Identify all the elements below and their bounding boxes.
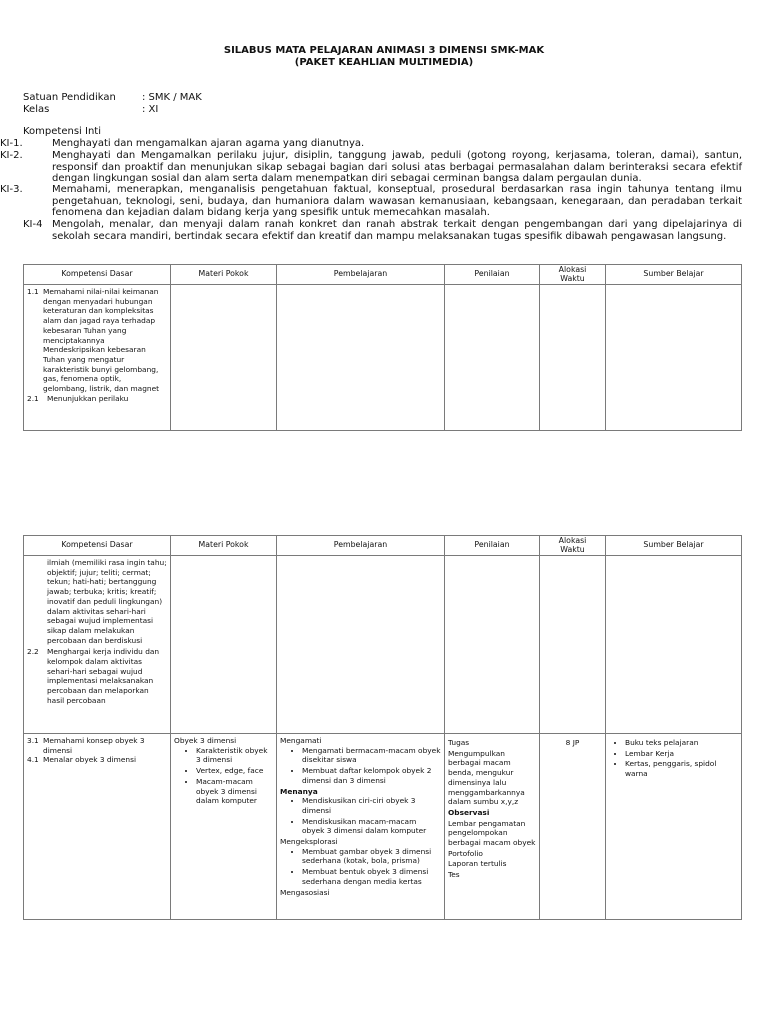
kd-2-2 bbox=[27, 647, 167, 705]
header-sumber-belajar: Sumber Belajar bbox=[606, 265, 742, 285]
ki-4-code: KI-4 bbox=[23, 219, 43, 230]
cell-materi-pokok bbox=[171, 285, 277, 431]
kd-text: Memahami konsep obyek 3 dimensi bbox=[43, 736, 145, 755]
cell-kompetensi-dasar bbox=[24, 734, 171, 920]
cell-alokasi-waktu bbox=[540, 285, 606, 431]
list-item: • Mendiskusikan ciri-ciri obyek 3 dimensi bbox=[302, 796, 441, 815]
alokasi-line-1: Alokasi bbox=[558, 536, 587, 545]
ki-4-text: Mengolah, menalar, dan menyaji dalam ranah konkret dan ranah abstrak terkait dengan pengembangan dari yang dipelajarinya di sekolah secara mandiri, bertindak secara efektif dan kreatif dan mampu melaksanakan tugas spesifik dibawah pengawasan langsung. bbox=[52, 219, 742, 242]
menanya-list bbox=[280, 796, 441, 836]
kd-2-1 bbox=[27, 394, 167, 404]
cell-alokasi-waktu bbox=[540, 556, 606, 734]
cell-materi-pokok bbox=[171, 556, 277, 734]
ki-3-text: Memahami, menerapkan, menganalisis pengetahuan faktual, konseptual, prosedural berdasarkan rasa ingin tahunya tentang ilmu pengetahuan, teknologi, seni, budaya, dan humaniora dalam wawasan kemanusiaan, kebangsaan, kenegaraan, dan peradaban terkait fenomena dan kejadian dalam bidang kerja yang spesifik untuk memecahkan masalah. bbox=[52, 184, 742, 218]
list-item: • Macam-macam obyek 3 dimensi dalam komputer bbox=[196, 777, 273, 806]
list-item: • Membuat daftar kelompok obyek 2 dimensi dan 3 dimensi bbox=[302, 766, 441, 785]
penilaian-observasi: Observasi bbox=[448, 807, 490, 817]
mengamati-label: Mengamati bbox=[280, 736, 322, 745]
penilaian-laporan: Laporan tertulis bbox=[448, 859, 507, 869]
cell-sumber-belajar bbox=[606, 556, 742, 734]
kd-1-1-text: Memahami nilai-nilai keimanan dengan menyadari hubungan keteraturan dan kompleksitas alam dan jagad raya terhadap kebesaran Tuhan yang menciptakannya bbox=[43, 287, 159, 345]
mengeksplorasi-list bbox=[280, 847, 441, 887]
materi-list bbox=[174, 746, 273, 806]
mengasosiasi-label: Mengasosiasi bbox=[280, 887, 330, 897]
cell-sumber-belajar bbox=[606, 734, 742, 920]
alokasi-line-2: Waktu bbox=[560, 544, 585, 554]
penilaian-tugas: Tugas bbox=[448, 738, 470, 747]
list-item: • Membuat bentuk obyek 3 dimensi sederhana dengan media kertas bbox=[302, 867, 441, 886]
alokasi-line-2: Waktu bbox=[560, 273, 585, 283]
list-item: • Lembar Kerja bbox=[625, 749, 738, 759]
header-sumber-belajar: Sumber Belajar bbox=[606, 536, 742, 556]
cell-materi-pokok bbox=[171, 734, 277, 920]
kd-text: Menghargai kerja individu dan kelompok dalam aktivitas sehari-hari sebagai wujud implementasi melaksanakan percobaan dan melaporkan hasil percobaan bbox=[47, 647, 160, 705]
cell-sumber-belajar bbox=[606, 285, 742, 431]
kd-text bbox=[43, 287, 167, 394]
kelas-label: Kelas bbox=[23, 104, 50, 115]
kompetensi-inti-heading: Kompetensi Inti bbox=[23, 126, 101, 137]
header-materi-pokok: Materi Pokok bbox=[171, 536, 277, 556]
kelas-value: : XI bbox=[142, 104, 159, 115]
header-alokasi-waktu bbox=[540, 265, 606, 285]
header-materi-pokok: Materi Pokok bbox=[171, 265, 277, 285]
cell-alokasi-waktu bbox=[540, 734, 606, 920]
mengeksplorasi-label: Mengeksplorasi bbox=[280, 837, 338, 847]
kd-number: 1.1 bbox=[27, 287, 39, 296]
list-item: • Karakteristik obyek 3 dimensi bbox=[196, 746, 273, 765]
ki-2-code: KI-2. bbox=[0, 150, 23, 161]
kd-1-1-continuation: Mendeskripsikan kebesaran Tuhan yang mengatur karakteristik bunyi gelombang, gas, fenomena optik, gelombang, listrik, dan magnet bbox=[43, 345, 160, 394]
kd-number: 2.1 bbox=[27, 393, 39, 403]
syllabus-table-part-2 bbox=[23, 535, 742, 920]
menanya-label: Menanya bbox=[280, 786, 318, 796]
header-pembelajaran: Pembelajaran bbox=[277, 265, 445, 285]
penilaian-observasi-text: Lembar pengamatan pengelompokan berbagai macam obyek bbox=[448, 818, 536, 848]
kd-text: Menalar obyek 3 dimensi bbox=[43, 755, 136, 765]
penilaian-tugas-text: Mengumpulkan berbagai macam benda, mengukur dimensinya lalu menggambarkannya dalam sumbu x,y,z bbox=[448, 748, 525, 807]
cell-penilaian bbox=[445, 285, 540, 431]
cell-penilaian bbox=[445, 556, 540, 734]
kd-3-1 bbox=[27, 736, 167, 755]
kd-1-1 bbox=[27, 287, 167, 394]
kd-4-1 bbox=[27, 755, 167, 765]
cell-pembelajaran bbox=[277, 556, 445, 734]
kd-number: 3.1 bbox=[27, 736, 39, 745]
header-alokasi-waktu bbox=[540, 536, 606, 556]
header-kompetensi-dasar: Kompetensi Dasar bbox=[24, 265, 171, 285]
ki-1-text: Menghayati dan mengamalkan ajaran agama yang dianutnya. bbox=[52, 138, 365, 149]
satuan-label: Satuan Pendidikan bbox=[23, 92, 116, 103]
cell-pembelajaran bbox=[277, 734, 445, 920]
header-pembelajaran: Pembelajaran bbox=[277, 536, 445, 556]
cell-pembelajaran bbox=[277, 285, 445, 431]
list-item: • Mendiskusikan macam-macam obyek 3 dimensi dalam komputer bbox=[302, 817, 441, 836]
cell-kompetensi-dasar bbox=[24, 285, 171, 431]
ki-3-code: KI-3. bbox=[0, 184, 23, 195]
alokasi-value: 8 JP bbox=[565, 738, 580, 747]
list-item: • Mengamati bermacam-macam obyek disekitar siswa bbox=[302, 746, 441, 765]
syllabus-table-part-1 bbox=[23, 264, 742, 431]
penilaian-portofolio: Portofolio bbox=[448, 848, 483, 858]
alokasi-line-1: Alokasi bbox=[558, 265, 587, 274]
syllabus-subtitle: (PAKET KEAHLIAN MULTIMEDIA) bbox=[294, 57, 474, 68]
kd-number: 4.1 bbox=[27, 755, 39, 765]
materi-title: Obyek 3 dimensi bbox=[174, 736, 237, 745]
kd-number: 2.2 bbox=[27, 647, 39, 657]
mengamati-list bbox=[280, 746, 441, 786]
kd-2-1-continuation: ilmiah (memiliki rasa ingin tahu; objektif; jujur; teliti; cermat; tekun; hati-hati; bertanggung jawab; terbuka; kritis; kreatif; inovatif dan peduli lingkungan) dalam aktivitas sehari-hari sebagai wujud implementasi sikap dalam melakukan percobaan dan berdiskusi bbox=[47, 558, 167, 645]
list-item: • Kertas, penggaris, spidol warna bbox=[625, 759, 738, 778]
sumber-list bbox=[609, 738, 738, 779]
header-penilaian: Penilaian bbox=[445, 265, 540, 285]
satuan-value: : SMK / MAK bbox=[142, 92, 202, 103]
list-item: • Vertex, edge, face bbox=[196, 766, 273, 776]
header-kompetensi-dasar: Kompetensi Dasar bbox=[24, 536, 171, 556]
penilaian-tes: Tes bbox=[448, 870, 460, 880]
cell-penilaian bbox=[445, 734, 540, 920]
list-item: • Buku teks pelajaran bbox=[625, 738, 738, 748]
cell-kompetensi-dasar bbox=[24, 556, 171, 734]
syllabus-title: SILABUS MATA PELAJARAN ANIMASI 3 DIMENSI SMK-MAK bbox=[223, 45, 545, 56]
list-item: • Membuat gambar obyek 3 dimensi sederhana (kotak, bola, prisma) bbox=[302, 847, 441, 866]
kd-text: Menunjukkan perilaku bbox=[47, 393, 129, 403]
ki-2-text: Menghayati dan Mengamalkan perilaku jujur, disiplin, tanggung jawab, peduli (gotong royong, kerjasama, toleran, damai), santun, responsif dan proaktif dan menunjukan sikap sebagai bagian dari solusi atas berbagai permasalahan dalam berinteraksi secara efektif dengan lingkungan sosial dan alam serta dalam menempatkan diri sebagai cerminan bangsa dalam pergaulan dunia. bbox=[52, 150, 742, 184]
header-penilaian: Penilaian bbox=[445, 536, 540, 556]
ki-1-code: KI-1. bbox=[0, 138, 23, 149]
